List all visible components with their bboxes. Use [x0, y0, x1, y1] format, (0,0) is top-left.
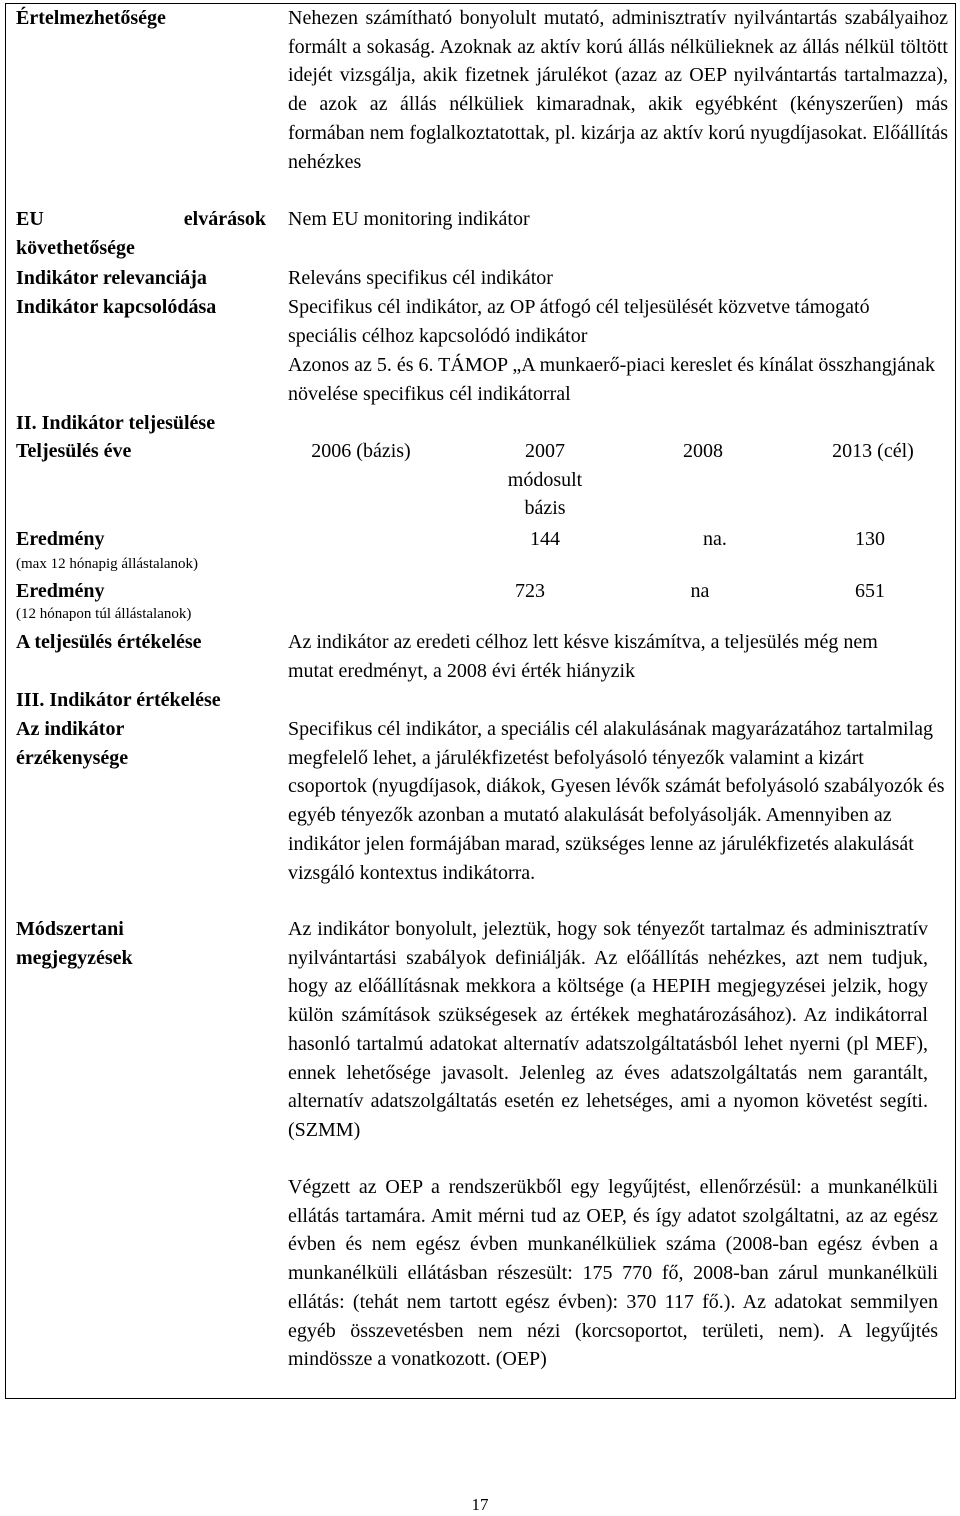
teljesules-eve-label: Teljesülés éve [16, 440, 132, 462]
relevancia-text: Releváns specifikus cél indikátor [288, 267, 553, 289]
kapcsolodas-label: Indikátor kapcsolódása [16, 296, 217, 318]
year-2007: 2007 módosult bázis [507, 440, 583, 520]
result-2-value-2013: 651 [855, 580, 885, 602]
result-1-value-2013: 130 [855, 528, 885, 550]
section-3-heading: III. Indikátor értékelése [16, 689, 221, 711]
kapcsolodas-text-1: Specifikus cél indikátor, az OP átfogó cél teljesülését közvetve támogató speciális célhoz kapcsolódó indikátor [288, 296, 870, 347]
result-2-value-2008: na [690, 580, 710, 602]
year-2006: 2006 (bázis) [311, 440, 411, 462]
relevancia-label: Indikátor relevanciája [16, 267, 207, 289]
sensitivity-text: Specifikus cél indikátor, a speciális cél alakulásának magyarázatához tartalmilag megfelelő lehet, a járulékfizetést befolyásoló tényezők valamint a kizárt csoportok (nyugdíjasok, diákok, Gyesen lévők számát befolyásoló szabályozók és egyéb tényezők azonban a mutató alakulását befolyásolják. Amennyiben az indikátor jelen formájában marad, szükséges lenne az járulékfizetés alakulását vizsgáló kontextus indikátorra. [288, 718, 945, 884]
result-1-value-2007: 144 [530, 528, 560, 550]
eu-label-left: EU [16, 208, 44, 230]
page-number: 17 [471, 1495, 489, 1514]
result-2-value-2007: 723 [515, 580, 545, 602]
result-2-sublabel: (12 hónapon túl állástalanok) [16, 606, 192, 622]
eu-label-right: elvárások [183, 208, 266, 230]
result-1-sublabel: (max 12 hónapig állástalanok) [16, 556, 199, 572]
result-1-value-2008: na. [703, 528, 727, 550]
year-2008: 2008 [683, 440, 723, 462]
kapcsolodas-text-2: Azonos az 5. és 6. TÁMOP „A munkaerő-piaci kereslet és kínálat összhangjának növelése specifikus cél indikátorral [288, 354, 936, 405]
ertelmezhetoseg-text: Nehezen számítható bonyolult mutató, adminisztratív nyilvántartás szabályaihoz formált a sokaság. Azoknak az aktív korú állás nélkülieknek az állás nélkül töltött idejét vizsgálja, akik fizetnek járulékot (azaz az OEP nyilvántartás tartalmazza), de azok az állás nélküliek kimaradnak, akik egyébként (kényszerűen) más formában nem foglalkoztatottak, pl. kizárja az aktív korú nyugdíjasokat. Előállítás nehézkes [288, 7, 948, 173]
result-1-label: Eredmény [16, 528, 105, 550]
result-2-label: Eredmény [16, 580, 105, 602]
evaluation-label: A teljesülés értékelése [16, 631, 202, 653]
evaluation-text: Az indikátor az eredeti célhoz lett késve kiszámítva, a teljesülés még nem mutat eredményt, a 2008 évi érték hiányzik [288, 631, 878, 682]
methodology-text-2: Végzett az OEP a rendszerükből egy legyűjtést, ellenőrzésül: a munkanélküli ellátás tartamára. Amit mérni tud az OEP, és így adatot szolgáltatni, az az egész évben és nem egész évben munkanélküliek száma (2008-ban egész évben a munkanélküli ellátásban részesült: 175 770 fő, 2008-ban zárul munkanélküli ellátás: (tehát nem tartott egész évben): 370 117 fő.). Az adatokat semmilyen egyéb összevetésben nem nézi (korcsoportot, területi, nem). A legyűjtés mindössze a vonatkozott. (OEP) [288, 1176, 938, 1371]
ertelmezhetoseg-label: Értelmezhetősége [16, 7, 166, 29]
eu-label-line2: követhetősége [16, 236, 135, 259]
methodology-text-1: Az indikátor bonyolult, jeleztük, hogy sok tényezőt tartalmaz és adminisztratív nyilvántartási szabályok definiálják. Az előállítás nehézkes, azt nem tudjuk, hogy az előállításnak mekkora a költsége (a HEPIH megjegyzései jelzik, hogy külön számítások szükségesek az értékek meghatározásához). Az indikátorral hasonló tartalmú adatokat alternatív adatszolgáltatásból lehet nyerni (pl MEF), ennek lehetősége javasolt. Jelenleg az éves adatszolgáltatás nem garantált, alternatív adatszolgáltatás esetén ez lehetséges, ami a nyomon követést segíti. (SZMM) [288, 918, 928, 1141]
methodology-label: Módszertani megjegyzések [16, 918, 133, 969]
year-2013: 2013 (cél) [832, 440, 914, 462]
eu-label [16, 205, 266, 262]
eu-text: Nem EU monitoring indikátor [288, 208, 530, 230]
sensitivity-label: Az indikátor érzékenysége [16, 718, 129, 769]
section-2-heading: II. Indikátor teljesülése [16, 412, 216, 434]
